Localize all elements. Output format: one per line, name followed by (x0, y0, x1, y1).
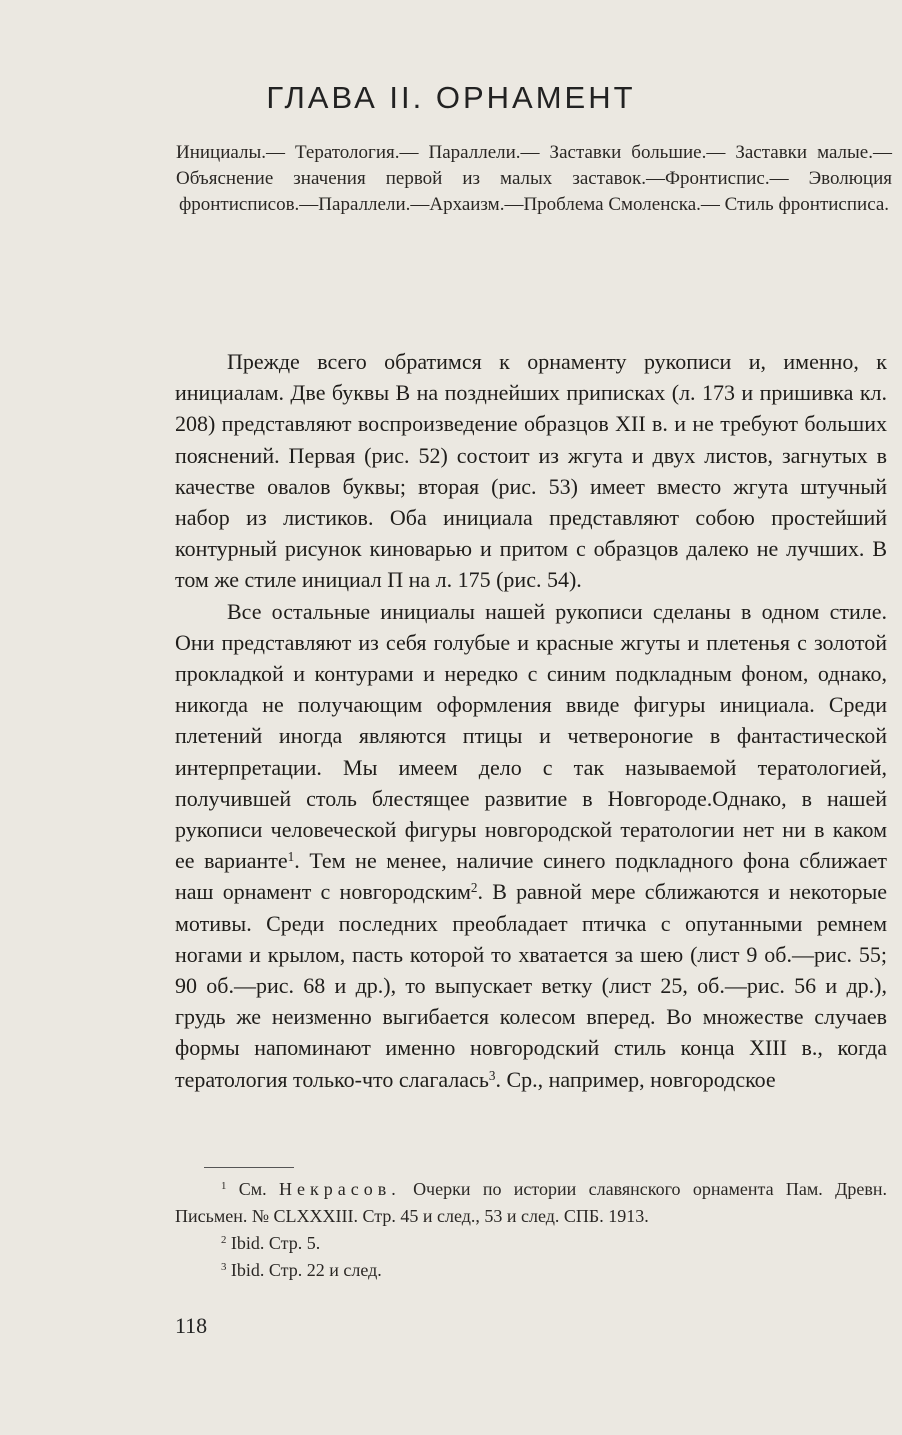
footnote-divider (204, 1167, 294, 1168)
page-number: 118 (175, 1313, 208, 1338)
footnote-1-lead: См. (238, 1179, 267, 1199)
footnote-1-author: Некрасов. (279, 1179, 401, 1199)
paragraph-2-text-4: . Ср., например, новгородское (495, 1066, 776, 1092)
footnote-1 (175, 1176, 887, 1230)
footnote-2-number: 2 (221, 1234, 227, 1247)
chapter-title: ГЛАВА II. ОРНАМЕНТ (266, 80, 636, 115)
footnote-2-text: Ibid. Стр. 5. (230, 1233, 321, 1253)
footnote-1-number: 1 (221, 1180, 227, 1193)
footnote-2 (175, 1230, 887, 1257)
paragraph-1: Прежде всего обратимся к орнаменту рукописи и, именно, к инициалам. Две буквы В на позднейших приписках (л. 173 и пришивка кл. 208) представляют воспроизведение образцов XII в. и не требуют больших пояснений. Первая (рис. 52) состоит из жгута и двух листов, загнутых в качестве овалов буквы; вторая (рис. 53) имеет вместо жгута штучный набор из листиков. Оба инициала представляют собою простейший контурный рисунок киноварью и притом с образцов далеко не лучших. В том же стиле инициал П на л. 175 (рис. 54). (175, 349, 887, 593)
footnote-3-number: 3 (221, 1261, 227, 1274)
footnote-3 (175, 1257, 887, 1284)
footnote-ref-1: 1 (287, 849, 295, 864)
footnote-ref-2: 2 (470, 880, 478, 896)
paragraph-2-text-3: . В равной мере сближаются и некоторые мотивы. Среди последних преобладает птичка с опутанными ремнем ногами и крылом, пасть которой то хватается за шею (лист 9 об.—рис. 55; 90 об.—рис. 68 и др.), то выпускает ветку (лист 25, об.—рис. 56 и др.), грудь же неизменно выгибается колесом вперед. Во множестве случаев формы напоминают именно новгородский стиль конца XIII в., когда тератология только-что слагалась (175, 879, 887, 1092)
chapter-summary: Инициалы.— Тератология.— Параллели.— Заставки большие.— Заставки малые.—Объяснение значения первой из малых заставок.—Фронтиспис.— Эволюция фронтисписов.—Параллели.—Архаизм.—Проблема Смоленска.— Стиль фронтисписа. (176, 142, 892, 215)
footnotes (175, 1176, 887, 1284)
paragraph-2-text-2: . Тем не менее, наличие синего подкладного фона сближает наш орнамент с новгородским (175, 848, 887, 905)
paragraph-2-text-1: Все остальные инициалы нашей рукописи сделаны в одном стиле. Они представляют из себя голубые и красные жгуты и плетенья с золотой прокладкой и контурами и нередко с синим подкладным фоном, однако, никогда не получающим оформления ввиде фигуры инициала. Среди плетений иногда являются птицы и четвероногие в фантастической интерпретации. Мы имеем дело с так называемой тератологией, получившей столь блестящее развитие в Новгороде.Однако, в нашей рукописи человеческой фигуры новгородской тератологии нет ни в каком ее варианте (175, 598, 887, 874)
footnote-1-text: Очерки по истории славянского орнамента Пам. Древн. Письмен. № CLXXXIII. Стр. 45 и след., 53 и след. СПБ. 1913. (175, 1179, 888, 1226)
footnote-ref-3: 3 (488, 1067, 496, 1083)
main-text (175, 346, 887, 1095)
footnote-3-text: Ibid. Стр. 22 и след. (230, 1260, 382, 1280)
paragraph-2 (175, 596, 887, 1095)
